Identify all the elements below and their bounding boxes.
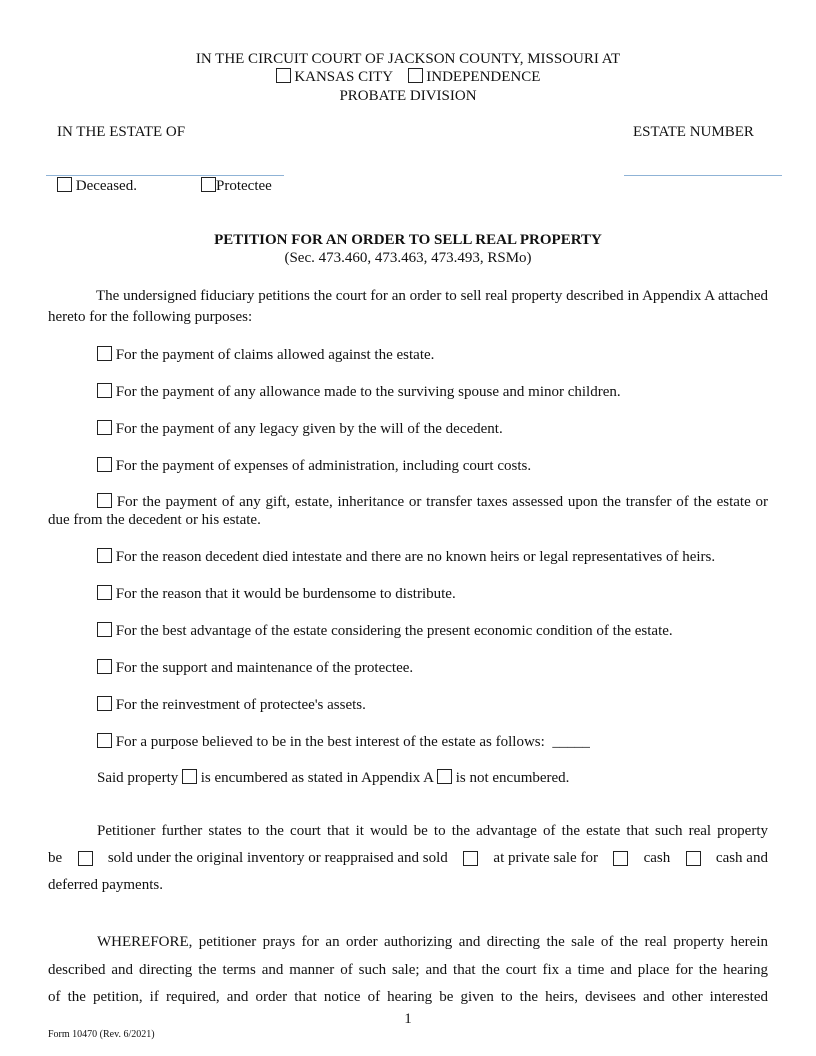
purpose-label: For a purpose believed to be in the best interest of the estate as follows: (115, 734, 545, 750)
purpose-item (97, 346, 434, 364)
not-encumbered-checkbox[interactable] (437, 769, 452, 784)
estate-of-underline (46, 175, 284, 176)
sold-inventory-label: sold under the original inventory or reappraised and sold (107, 850, 448, 866)
purpose-checkbox[interactable] (97, 622, 112, 637)
protectee-checkbox[interactable] (201, 177, 216, 192)
wherefore-paragraph (48, 929, 768, 1012)
purpose-item (97, 420, 503, 438)
estate-number-underline (624, 175, 782, 176)
wherefore-line: of the petition, if required, and order that notice of hearing be given to the heirs, devisees and other interested (48, 989, 768, 1005)
purpose-item (97, 659, 413, 677)
purpose-checkbox[interactable] (97, 457, 112, 472)
purpose-checkbox[interactable] (97, 493, 112, 508)
intro-paragraph: The undersigned fiduciary petitions the court for an order to sell real property described in Appendix A attached hereto for the following purposes: (48, 288, 768, 325)
estate-number-label: ESTATE NUMBER (633, 124, 754, 140)
sale-terms-line: deferred payments. (48, 877, 163, 893)
encumbered-label: is encumbered as stated in Appendix A (200, 770, 434, 786)
cash-deferred-label: cash and (715, 850, 768, 866)
purpose-label: For the payment of any legacy given by the will of the decedent. (115, 421, 503, 437)
location-options (0, 68, 816, 86)
purpose-label: For the reason that it would be burdensome to distribute. (115, 586, 456, 602)
purpose-item (97, 383, 621, 401)
purpose-checkbox[interactable] (97, 383, 112, 398)
encumbrance-prefix: Said property (97, 770, 179, 786)
page-number: 1 (404, 1011, 412, 1027)
purpose-label: For the payment of claims allowed against the estate. (115, 347, 435, 363)
purpose-label: For the reason decedent died intestate and there are no known heirs or legal representatives of heirs. (115, 549, 716, 565)
kansas-city-label: KANSAS CITY (294, 69, 393, 85)
purpose-label: For the payment of any gift, estate, inheritance or transfer taxes assessed upon the transfer of the estate or due from the decedent or his estate. (48, 494, 769, 528)
purpose-checkbox[interactable] (97, 585, 112, 600)
purpose-checkbox[interactable] (97, 420, 112, 435)
purpose-item (97, 696, 366, 714)
protectee-label: Protectee (216, 178, 272, 194)
status-deceased (57, 177, 137, 195)
purpose-label: For the best advantage of the estate considering the present economic condition of the estate. (115, 623, 673, 639)
division-heading: PROBATE DIVISION (339, 88, 477, 104)
wherefore-line: described and directing the terms and manner of such sale; and that the court fix a time and place for the hearing (48, 961, 768, 978)
statute-reference: (Sec. 473.460, 473.463, 473.493, RSMo) (284, 250, 532, 266)
court-heading: IN THE CIRCUIT COURT OF JACKSON COUNTY, MISSOURI AT (195, 51, 621, 67)
cash-label: cash (643, 850, 671, 866)
purpose-item (97, 622, 673, 640)
purpose-checkbox[interactable] (97, 696, 112, 711)
encumbered-checkbox[interactable] (182, 769, 197, 784)
deceased-checkbox[interactable] (57, 177, 72, 192)
purpose-item (97, 457, 531, 475)
sale-terms-line: Petitioner further states to the court that it would be to the advantage of the estate that such real property (97, 823, 768, 839)
be-text: be (48, 850, 63, 866)
purpose-checkbox[interactable] (97, 548, 112, 563)
estate-of-label: IN THE ESTATE OF (57, 124, 186, 140)
purpose-label: For the support and maintenance of the protectee. (115, 660, 414, 676)
purpose-checkbox[interactable] (97, 659, 112, 674)
purpose-label: For the payment of any allowance made to the surviving spouse and minor children. (115, 384, 621, 400)
cash-checkbox[interactable] (613, 851, 628, 866)
encumbrance-line (97, 769, 569, 787)
deceased-label: Deceased. (75, 178, 137, 194)
form-identifier: Form 10470 (Rev. 6/2021) (48, 1029, 155, 1040)
private-sale-label: at private sale for (493, 850, 598, 866)
document-title: PETITION FOR AN ORDER TO SELL REAL PROPERTY (214, 232, 602, 248)
not-encumbered-label: is not encumbered. (455, 770, 570, 786)
status-protectee (201, 177, 272, 195)
sold-inventory-checkbox[interactable] (78, 851, 93, 866)
sale-terms-paragraph (48, 818, 768, 899)
purpose-label: For the reinvestment of protectee's assets. (115, 697, 366, 713)
wherefore-line: WHEREFORE, petitioner prays for an order authorizing and directing the sale of the real property herein (97, 934, 768, 950)
purpose-item (48, 493, 768, 529)
cash-deferred-checkbox[interactable] (686, 851, 701, 866)
purpose-item (97, 585, 456, 603)
private-sale-checkbox[interactable] (463, 851, 478, 866)
purpose-item (97, 548, 715, 566)
purpose-checkbox[interactable] (97, 733, 112, 748)
sale-terms-options (48, 845, 768, 872)
purpose-checkbox[interactable] (97, 346, 112, 361)
independence-checkbox[interactable] (408, 68, 423, 83)
purpose-other-field[interactable]: _____ (552, 734, 590, 750)
kansas-city-checkbox[interactable] (276, 68, 291, 83)
purpose-item (97, 733, 590, 751)
purpose-label: For the payment of expenses of administration, including court costs. (115, 458, 532, 474)
independence-label: INDEPENDENCE (426, 69, 541, 85)
